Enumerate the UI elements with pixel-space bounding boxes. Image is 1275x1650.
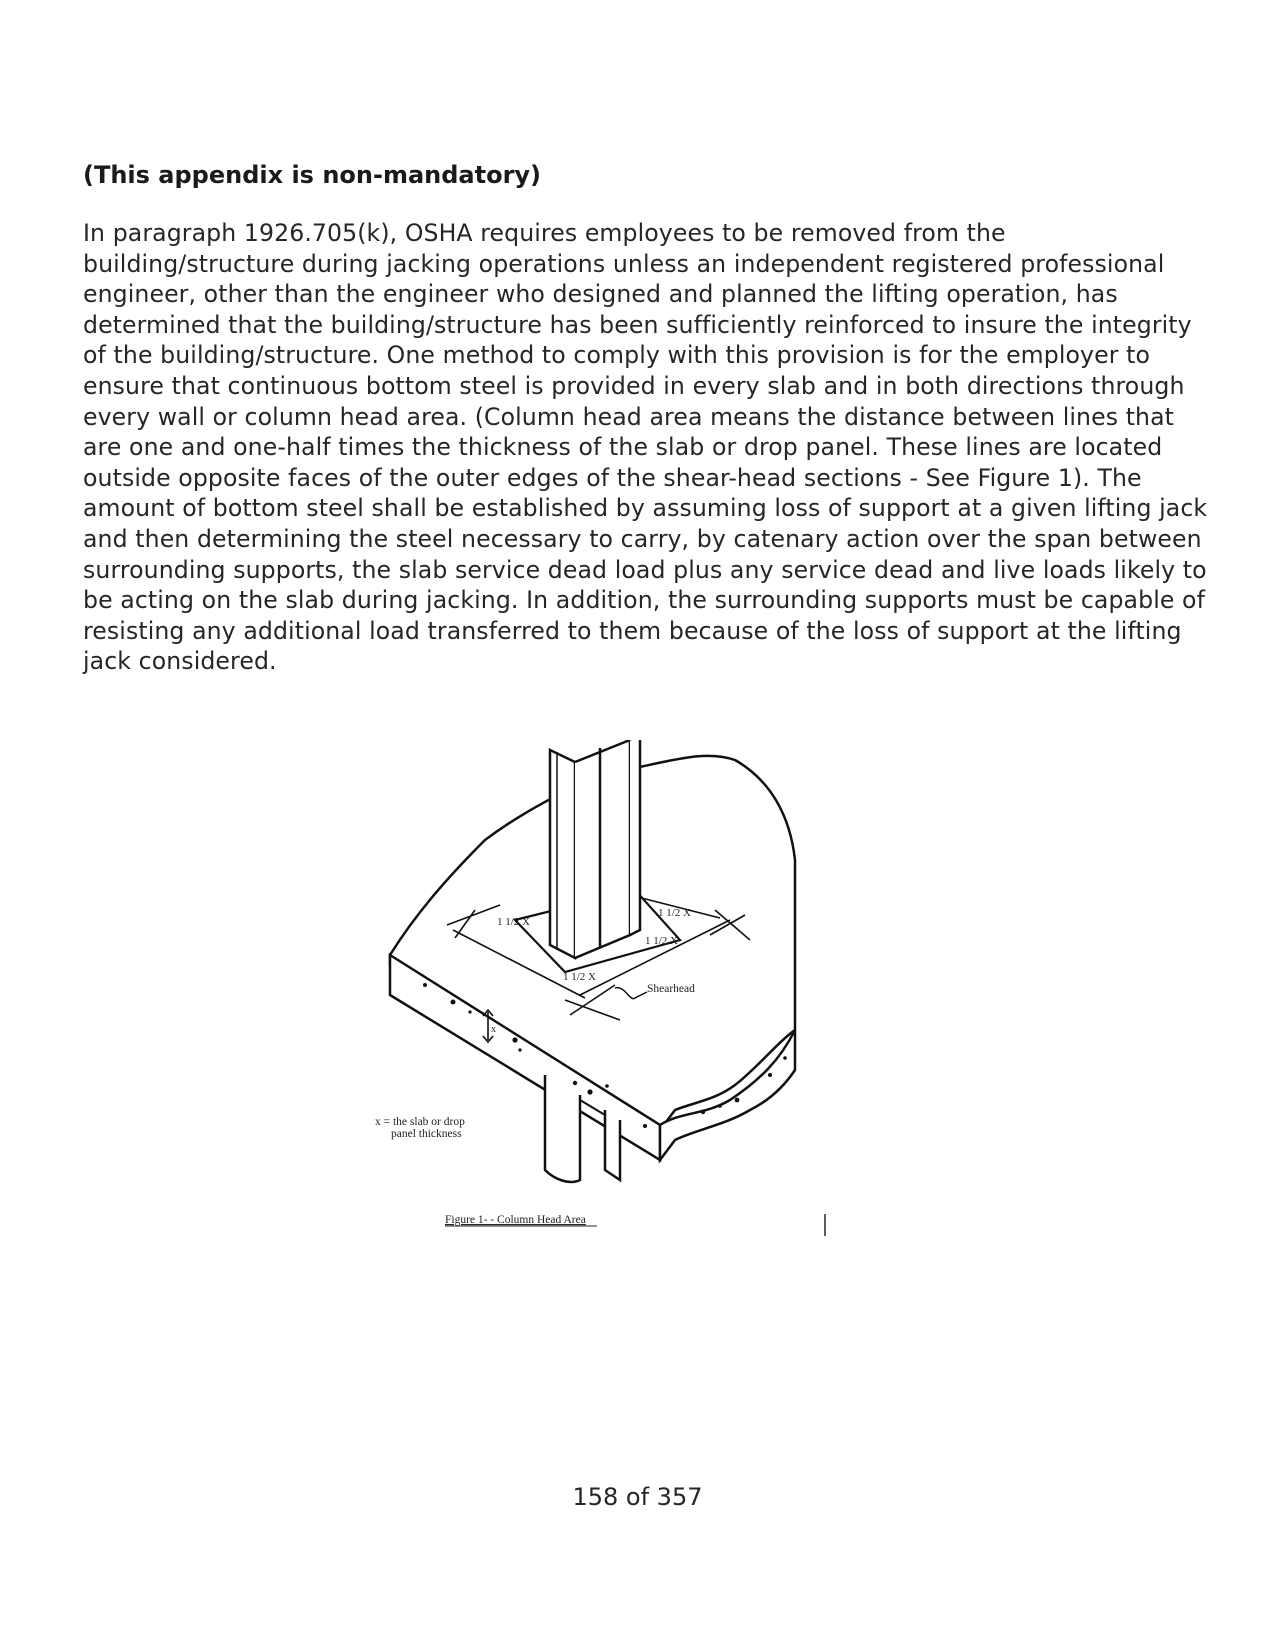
legend-line-2: panel thickness [391, 1128, 462, 1140]
dimension-label-3: 1 1/2 X [645, 935, 678, 947]
body-paragraph: In paragraph 1926.705(k), OSHA requires employees to be removed from the building/structure during jacking operations unless an independent registered professional engineer, other than the engineer who designed and planned the lifting operation, has determined that the building/structure has been sufficiently reinforced to insure the integrity of the building/structure. One method to comply with this provision is for the employer to ensure that continuous bottom steel is provided in every slab and in both directions through every wall or column head area. (Column head area means the distance between lines that are one and one-half times the thickness of the slab or drop panel. These lines are located outside opposite faces of the outer edges of the shear-head sections - See Figure 1). The amount of bottom steel shall be established by assuming loss of support at a given lifting jack and then determining the steel necessary to carry, by catenary action over the span between surrounding supports, the slab service dead load plus any service dead and live loads likely to be acting on the slab during jacking. In addition, the surrounding supports must be capable of resisting any additional load transferred to them because of the loss of support at the lifting jack considered. [83, 219, 1208, 676]
dimension-label-4: 1 1/2 X [563, 971, 596, 983]
page-number: 158 of 357 [572, 1483, 703, 1511]
dimension-label-1: 1 1/2 X [497, 916, 530, 928]
legend-line-1: x = the slab or drop [375, 1116, 465, 1128]
figure-caption: Figure 1- - Column Head Area [445, 1214, 586, 1226]
dimension-label-2: 1 1/2 X [658, 907, 691, 919]
appendix-heading: (This appendix is non-mandatory) [83, 161, 542, 189]
thickness-symbol: x [491, 1024, 496, 1035]
column-head-diagram [375, 740, 855, 1300]
column-head-area-figure [375, 740, 855, 1300]
column-above-slab [550, 740, 640, 958]
shearhead-label: Shearhead [647, 983, 695, 995]
